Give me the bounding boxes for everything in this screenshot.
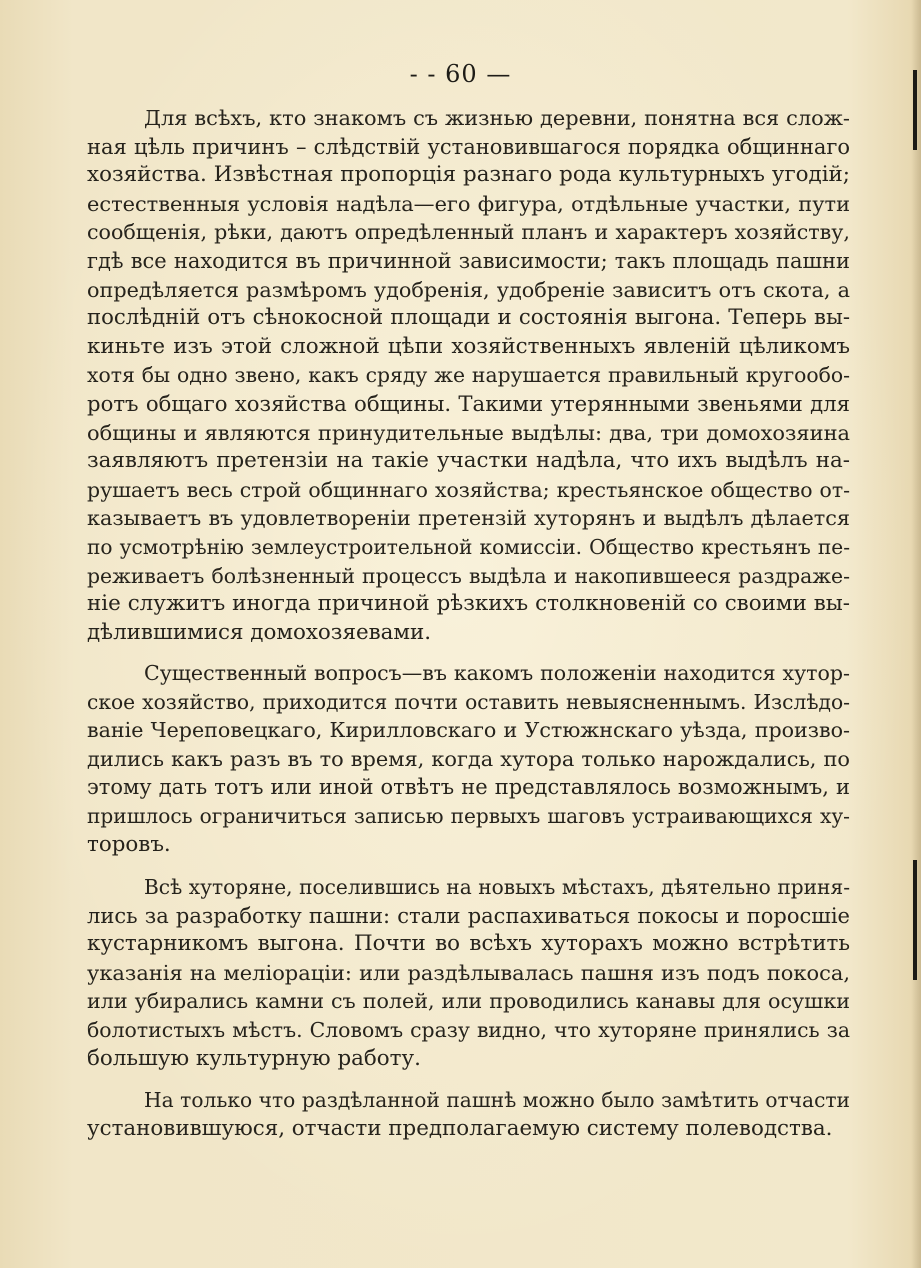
paragraph [87,659,850,859]
text-line: послѣдній отъ сѣнокосной площади и состоянія выгона. Теперь вы- [87,305,850,331]
text-line: этому дать тотъ или иной отвѣтъ не представлялось возможнымъ, и [87,775,850,800]
text-line: большую культурную работу. [87,1045,421,1071]
text-line: рушаетъ весь строй общиннаго хозяйства; крестьянское общество от- [87,477,850,502]
text-line: естественныя условія надѣла—его фигура, отдѣльные участки, пути [87,191,850,216]
text-line: киньте изъ этой сложной цѣпи хозяйственныхъ явленій цѣликомъ [87,333,850,359]
text-line: ротъ общаго хозяйства общины. Такими утерянными звеньями для [87,390,850,416]
text-line: установившуюся, отчасти предполагаемую систему полеводства. [87,1115,833,1141]
text-line: Всѣ хуторяне, поселившись на новыхъ мѣстахъ, дѣятельно приня- [144,875,850,899]
page-number: - - 60 — [409,60,512,88]
text-line: болотистыхъ мѣстъ. Словомъ сразу видно, что хуторяне принялись за [87,1017,850,1042]
text-line: хозяйства. Извѣстная пропорція разнаго рода культурныхъ угодій; [87,162,850,188]
text-line: реживаетъ болѣзненный процессъ выдѣла и накопившееся раздраже- [87,563,850,588]
text-line: На только что раздѣланной пашнѣ можно было замѣтить отчасти [144,1088,850,1112]
text-line: гдѣ все находится въ причинной зависимости; такъ площадь пашни [87,248,850,273]
text-line: пришлось ограничиться записью первыхъ шаговъ устраивающихся ху- [87,803,850,828]
text-line: или убирались камни съ полей, или проводились канавы для осушки [87,989,850,1014]
text-line: кустарникомъ выгона. Почти во всѣхъ хуторахъ можно встрѣтить [87,931,850,957]
text-line: Существенный вопросъ—въ какомъ положеніи находится хутор- [144,661,850,685]
paragraph [87,104,850,647]
text-line: торовъ. [87,831,171,857]
text-line: ніе служитъ иногда причиной рѣзкихъ столкновеній со своими вы- [87,591,850,617]
text-line: ваніе Череповецкаго, Кирилловскаго и Устюжнскаго уѣзда, произво- [87,718,850,743]
paragraph [87,873,850,1073]
text-line: ная цѣль причинъ – слѣдствій установившагося порядка общиннаго [87,134,850,159]
text-line: заявляютъ претензіи на такіе участки надѣла, что ихъ выдѣлъ на- [87,448,850,474]
paragraph [87,1086,850,1143]
text-line: казываетъ въ удовлетвореніи претензій хуторянъ и выдѣлъ дѣлается [87,506,850,531]
text-line: ское хозяйство, приходится почти оставить невыясненнымъ. Изслѣдо- [87,689,850,714]
text-line: общины и являются принудительные выдѣлы: два, три домохозяина [87,420,850,445]
text-line: хотя бы одно звено, какъ сряду же нарушается правильный кругообо- [87,363,850,388]
text-line: лись за разработку пашни: стали распахиваться покосы и поросшіе [87,902,850,928]
text-line: Для всѣхъ, кто знакомъ съ жизнью деревни, понятна вся слож- [144,106,850,130]
text-line: дились какъ разъ въ то время, когда хутора только нарождались, по [87,746,850,771]
text-line: опредѣляется размѣромъ удобренія, удобреніе зависитъ отъ скота, а [87,277,850,302]
text-line: сообщенія, рѣки, даютъ опредѣленный планъ и характеръ хозяйству, [87,220,850,245]
text-line: указанія на меліораціи: или раздѣлывалась пашня изъ подъ покоса, [87,960,850,985]
binding-edge-mark [913,860,917,980]
page-edge-shadow [911,0,921,1268]
text-line: дѣлившимися домохозяевами. [87,619,432,645]
text-line: по усмотрѣнію землеустроительной комиссіи. Общество крестьянъ пе- [87,534,850,559]
